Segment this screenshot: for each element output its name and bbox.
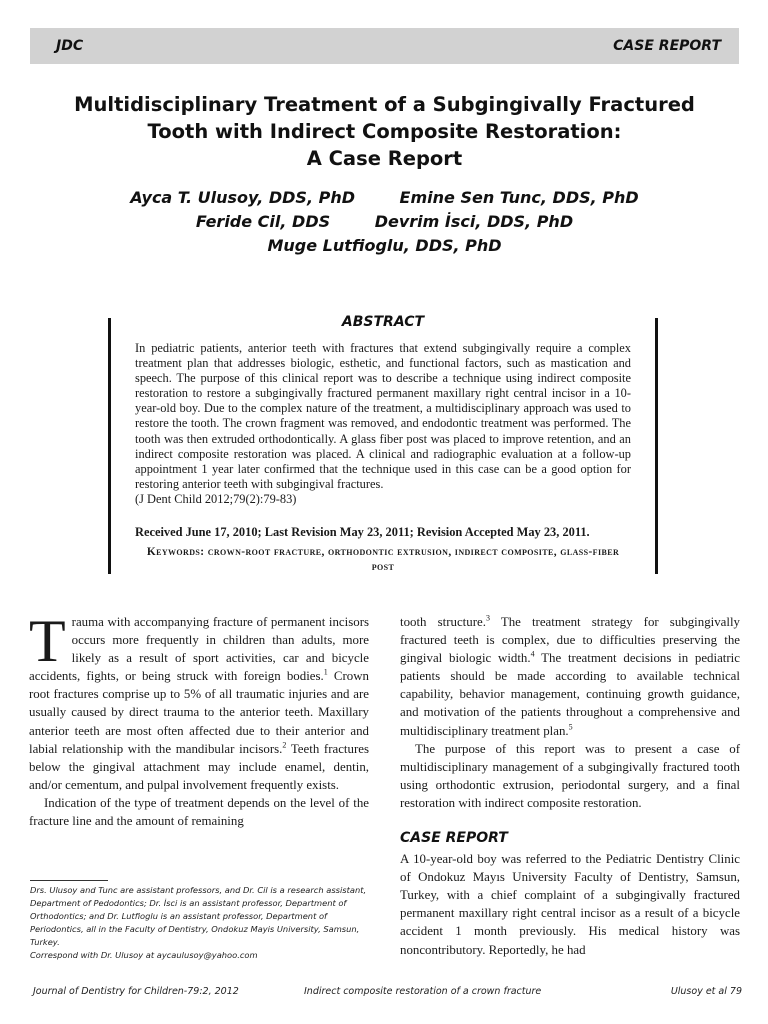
- journal-abbrev: JDC: [56, 38, 84, 54]
- title-line-2: Tooth with Indirect Composite Restoration:: [147, 120, 622, 143]
- section-label: CASE REPORT: [613, 38, 721, 54]
- received-dates: Received June 17, 2010; Last Revision May 23, 2011; Revision Accepted May 23, 2011.: [135, 525, 590, 539]
- footer-page-number: Ulusoy et al 79: [670, 986, 742, 997]
- keywords-list: crown-root fracture, orthodontic extrusion, indirect composite, glass-fiber post: [207, 546, 620, 573]
- abstract-paragraph: In pediatric patients, anterior teeth with fractures that extend subgingivally require a complex treatment plan that addresses biologic, esthetic, and functional factors, such as mastication and speech. The purpose of this clinical report was to describe a technique using indirect composite restoration to restore a subgingivally fractured permanent maxillary right central incisor in a 10-year-old boy. Due to the complex nature of the treatment, a multidisciplinary approach was used to restore the tooth. The crown fragment was removed, and endodontic treatment was performed. The tooth was then extruded orthodontically. A glass fiber post was placed to improve retention, and an indirect composite restoration was placed. A clinical and radiographic evaluation at a follow-up appointment 1 year later confirmed that the technique used in this case can be a good option for restoring anterior teeth with subgingival fractures.: [135, 341, 631, 491]
- reference-3[interactable]: 3: [485, 613, 490, 623]
- reference-4[interactable]: 4: [530, 649, 535, 659]
- case-report-heading: CASE REPORT: [400, 830, 508, 847]
- correspondence: Correspond with Dr. Ulusoy at aycaulusoy@yahoo.com: [30, 949, 258, 960]
- reference-1[interactable]: 1: [323, 667, 328, 677]
- drop-cap: T: [29, 608, 66, 674]
- body-column-right: [400, 613, 740, 959]
- authors-line-1: Ayca T. Ulusoy, DDS, PhD Emine Sen Tunc, DDS, PhD: [130, 188, 639, 207]
- abstract-right-rule: [655, 318, 658, 574]
- abstract-heading: ABSTRACT: [341, 314, 425, 330]
- title-line-1: Multidisciplinary Treatment of a Subgingivally Fractured: [74, 93, 695, 116]
- indication-paragraph: Indication of the type of treatment depends on the level of the fracture line and the amount of remaining: [29, 795, 369, 829]
- authors-line-3: Muge Lutfioglu, DDS, PhD: [267, 236, 502, 255]
- keywords: [135, 545, 631, 575]
- footer-running-title: Indirect composite restoration of a crown fracture: [304, 986, 542, 997]
- abstract-left-rule: [108, 318, 111, 574]
- intro-paragraph: Trauma with accompanying fracture of permanent incisors occurs more frequently in children than adults, more likely as a result of sport activities, car and bicycle accidents, fights, or being struck with foreign bodies.$^1$ Crown root fractures comprise up to 5% of all traumatic injuries and are usually caused by direct trauma to the anterior teeth. Maxillary anterior teeth are most often affected due to their anterior and labial relationship with the mandibular incisors.$^2$ Teeth fractures below the gingival attachment may include enamel, dentin, and/or cementum, and pulpal involvement frequently exists.: [29, 608, 369, 792]
- title-line-3: A Case Report: [306, 147, 463, 170]
- author-list: [30, 186, 739, 258]
- reference-2[interactable]: 2: [282, 740, 287, 750]
- authors-line-2: Feride Cil, DDS Devrim İsci, DDS, PhD: [195, 212, 574, 231]
- keywords-label: Keywords:: [146, 546, 205, 558]
- body-column-left: [29, 608, 369, 830]
- header-bar: [30, 28, 739, 64]
- footer-journal: Journal of Dentistry for Children-79:2, 2012: [33, 986, 239, 997]
- abstract-citation: (J Dent Child 2012;79(2):79-83): [135, 491, 297, 506]
- strategy-paragraph: tooth structure.$^3$ The treatment strategy for subgingivally fractured teeth is complex, due to difficulties preserving the gingival biologic width.$^4$ The treatment decisions in pediatric patients should be made according to available technical capability, behavior management, continuing growth guidance, and motivation of the patients throughout a comprehensive and multidisciplinary treatment plan.$^5$: [400, 613, 740, 738]
- case-paragraph: A 10-year-old boy was referred to the Pediatric Dentistry Clinic of Ondokuz Mayıs University Faculty of Dentistry, Samsun, Turkey, with a chief complaint of a subgingivally fractured permanent maxillary right central incisor as a result of a bicycle accident 1 month previously. His medical history was noncontributory. Reportedly, he had: [400, 852, 740, 957]
- reference-5[interactable]: 5: [568, 722, 573, 732]
- footnote-rule: [30, 880, 108, 881]
- purpose-paragraph: The purpose of this report was to present a case of multidisciplinary management of a subgingivally fractured tooth using orthodontic extrusion, periodontal surgery, and a final restoration with indirect composite restoration.: [400, 741, 740, 810]
- author-footnote: [30, 884, 375, 961]
- abstract-text: [135, 341, 631, 507]
- affiliations: Drs. Ulusoy and Tunc are assistant professors, and Dr. Cil is a research assistant, Department of Pedodontics; Dr. İsci is an assistant professor, Department of Orthodontics; and Dr. Lutfioglu is an assistant professor, Department of Periodontics, all in the Faculty of Dentistry, Ondokuz Mayis University, Samsun, Turkey.: [30, 885, 367, 947]
- article-title: [30, 91, 739, 172]
